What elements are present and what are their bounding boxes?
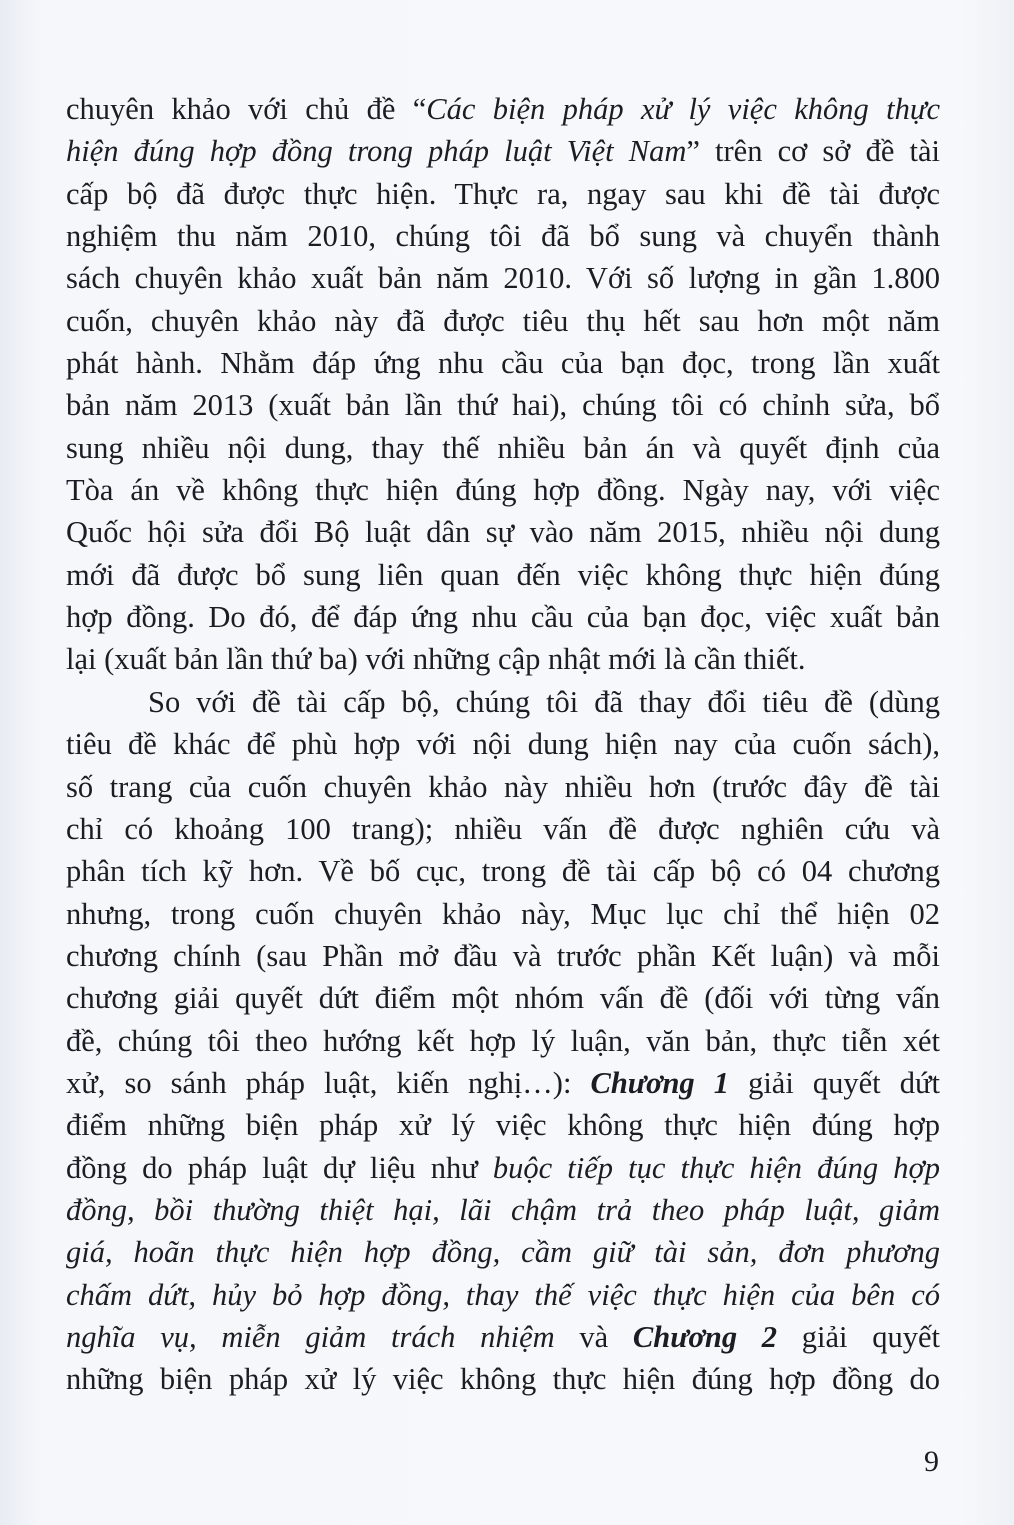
text-segment: xử, so sánh pháp luật, kiến nghị…): (66, 1065, 591, 1100)
text-segment: những biện pháp xử lý việc không thực hiện đúng hợp đồng do (66, 1362, 940, 1397)
text-line (66, 88, 940, 130)
text-line (66, 596, 940, 638)
text-segment: giải quyết dứt (729, 1065, 940, 1100)
italic-text: chấm dứt, hủy bỏ hợp đồng, thay thế việc thực hiện của bên có (66, 1277, 940, 1312)
chapter-reference: Chương 2 (632, 1319, 778, 1354)
page-number: 9 (924, 1445, 939, 1478)
text-line (66, 850, 940, 892)
text-segment: Quốc hội sửa đổi Bộ luật dân sự vào năm 2015, nhiều nội dung (66, 515, 940, 550)
text-segment: chỉ có khoảng 100 trang); nhiều vấn đề được nghiên cứu và (66, 811, 940, 846)
text-line (66, 469, 940, 511)
text-segment: sách chuyên khảo xuất bản năm 2010. Với số lượng in gần 1.800 (66, 261, 940, 296)
italic-text: nghĩa vụ, miễn giảm trách nhiệm (66, 1319, 555, 1354)
text-segment: chương chính (sau Phần mở đầu và trước phần Kết luận) và mỗi (66, 938, 940, 973)
text-line (66, 215, 940, 257)
text-line (66, 893, 940, 935)
text-segment: hợp đồng. Do đó, để đáp ứng nhu cầu của bạn đọc, việc xuất bản (66, 600, 940, 635)
body-text (66, 88, 940, 1401)
text-line (66, 1062, 940, 1104)
text-segment: đề, chúng tôi theo hướng kết hợp lý luận, văn bản, thực tiễn xét (66, 1023, 940, 1058)
text-segment: nghiệm thu năm 2010, chúng tôi đã bổ sung và chuyển thành (66, 219, 940, 254)
italic-text: đồng, bồi thường thiệt hại, lãi chậm trả theo pháp luật, giảm (66, 1192, 940, 1227)
text-line (66, 1316, 940, 1358)
text-segment: điểm những biện pháp xử lý việc không thực hiện đúng hợp (66, 1108, 940, 1143)
text-segment: chương giải quyết dứt điểm một nhóm vấn đề (đối với từng vấn (66, 981, 940, 1016)
italic-text: buộc tiếp tục thực hiện đúng hợp (492, 1150, 940, 1185)
chapter-reference: Chương 1 (590, 1065, 729, 1100)
text-line (66, 511, 940, 553)
text-line (66, 173, 940, 215)
text-line (66, 1189, 940, 1231)
italic-text: Các biện pháp xử lý việc không thực (426, 92, 940, 126)
text-line (66, 808, 940, 850)
text-line (66, 130, 940, 172)
text-segment: phát hành. Nhằm đáp ứng nhu cầu của bạn đọc, trong lần xuất (66, 346, 940, 381)
text-line (66, 1020, 940, 1062)
text-segment: nhưng, trong cuốn chuyên khảo này, Mục lục chỉ thể hiện 02 (66, 896, 940, 931)
text-segment: tiêu đề khác để phù hợp với nội dung hiện nay của cuốn sách), (66, 727, 940, 762)
text-line (66, 384, 940, 426)
text-segment: ” trên cơ sở đề tài (686, 134, 940, 169)
text-line (66, 257, 940, 299)
text-line (66, 681, 940, 723)
text-segment: sung nhiều nội dung, thay thế nhiều bản án và quyết định của (66, 430, 940, 465)
text-line (66, 766, 940, 808)
text-line (66, 300, 940, 342)
text-segment: giải quyết (777, 1319, 940, 1354)
text-segment: Tòa án về không thực hiện đúng hợp đồng. Ngày nay, với việc (66, 473, 940, 508)
text-segment: chuyên khảo với chủ đề “ (66, 92, 427, 126)
text-line (66, 1358, 940, 1400)
text-segment: đồng do pháp luật dự liệu như (66, 1150, 493, 1185)
italic-text: giá, hoãn thực hiện hợp đồng, cầm giữ tài sản, đơn phương (66, 1235, 940, 1270)
text-line (66, 1147, 940, 1189)
text-line (66, 1274, 940, 1316)
text-line (66, 638, 940, 680)
text-segment: phân tích kỹ hơn. Về bố cục, trong đề tài cấp bộ có 04 chương (66, 854, 940, 889)
text-line (66, 1104, 940, 1146)
text-segment: và (554, 1319, 633, 1354)
text-segment: cuốn, chuyên khảo này đã được tiêu thụ hết sau hơn một năm (66, 303, 940, 338)
text-segment: bản năm 2013 (xuất bản lần thứ hai), chúng tôi có chỉnh sửa, bổ (66, 388, 940, 423)
text-line (66, 935, 940, 977)
text-segment: cấp bộ đã được thực hiện. Thực ra, ngay sau khi đề tài được (66, 176, 940, 211)
text-segment: lại (xuất bản lần thứ ba) với những cập nhật mới là cần thiết. (66, 642, 806, 677)
text-line (66, 342, 940, 384)
text-line (66, 427, 940, 469)
text-segment: So với đề tài cấp bộ, chúng tôi đã thay đổi tiêu đề (dùng (148, 684, 940, 719)
text-line (66, 977, 940, 1019)
text-segment: mới đã được bổ sung liên quan đến việc không thực hiện đúng (66, 557, 940, 592)
text-line (66, 554, 940, 596)
text-line (66, 723, 940, 765)
italic-text: hiện đúng hợp đồng trong pháp luật Việt Nam (66, 134, 687, 169)
text-line (66, 1231, 940, 1273)
text-segment: số trang của cuốn chuyên khảo này nhiều hơn (trước đây đề tài (66, 769, 940, 804)
